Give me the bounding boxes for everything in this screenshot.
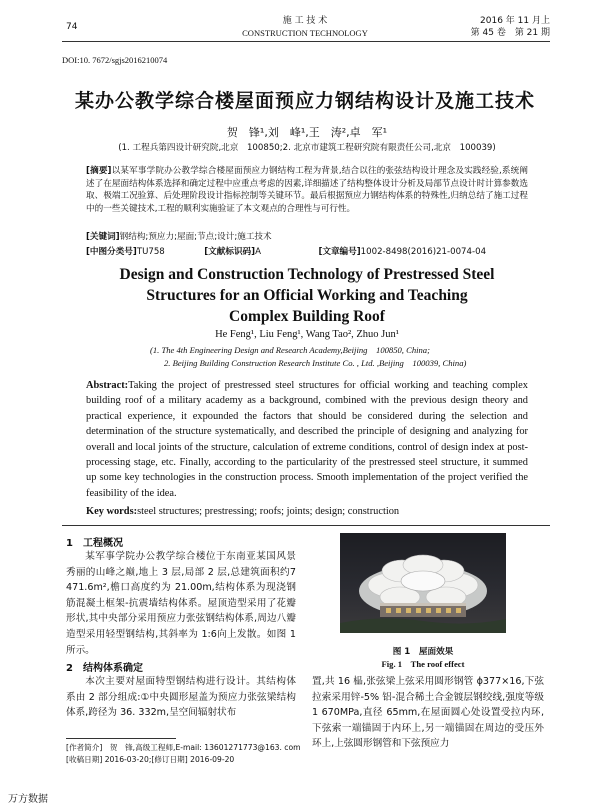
- right-column-text: 置,共 16 榀,张弦梁上弦采用圆形钢管 ϕ377×16,下弦拉索采用锌-5% 铝-混合稀土合金镀层钢绞线,强度等级1 670MPa,直径 65mm,在屋面圆心处设置受拉内环,下弦索一端锚固于内环上,另一端锚固在周边的受压外环上,上弦圆形钢管和下弦预应力: [312, 676, 544, 750]
- keywords-zh-label: [关键词]: [86, 232, 120, 242]
- abstract-zh-label: [摘要]: [86, 166, 112, 176]
- section-1-heading: 1 工程概况: [66, 538, 123, 549]
- abstract-en-text: Taking the project of prestressed steel structures for official working and teaching complex building roof of a military academy as a background, combined with the previous design theory and practical experience, it expounded the factors that should be considered during the selection and determination of the structure systematically, and described the principle of designing and analyzing for overall and local joints of the structure, calculation of extreme conditions, control of design index at post-processing stage, etc. Finally, according to the particularity of the prestressed steel structure, it summed up some key technologies in the construction process. Smooth implementation of the project verified the feasibility of the idea.: [86, 380, 528, 499]
- authors-zh: 贺 锋¹,刘 峰¹,王 涛²,卓 军¹: [226, 126, 388, 139]
- issue-volume: 第 45 卷 第 21 期: [470, 28, 550, 38]
- roof-effect-figure: [340, 533, 506, 633]
- abstract-en-label: Abstract:: [86, 380, 129, 391]
- authors-en: He Feng¹, Liu Feng¹, Wang Tao², Zhuo Jun¹: [215, 329, 399, 340]
- figure-caption-en: Fig. 1 The roof effect: [381, 659, 465, 669]
- title-en-line-3: Complex Building Roof: [229, 308, 385, 325]
- header-rule: [62, 41, 550, 42]
- keywords-en-text: steel structures; prestressing; roofs; joints; design; construction: [137, 506, 400, 517]
- affiliation-en: [150, 344, 550, 370]
- affiliation-zh: (1. 工程兵第四设计研究院,北京 100850;2. 北京市建筑工程研究院有限责任公司,北京 100039): [118, 143, 496, 153]
- clc-value: TU758: [136, 247, 165, 257]
- footnote: [66, 742, 302, 766]
- watermark: 万方数据: [8, 794, 48, 805]
- keywords-en: [86, 504, 528, 519]
- keywords-zh-text: 钢结构;预应力;屋面;节点;设计;施工技术: [119, 232, 272, 242]
- footnote-rule: [66, 738, 176, 739]
- roof-rendering-image: [340, 533, 506, 633]
- journal-name-en: CONSTRUCTION TECHNOLOGY: [242, 28, 368, 38]
- journal-name-zh: 施 工 技 术: [282, 16, 328, 26]
- affiliation-en-line-2: 2. Beijing Building Construction Research Institute Co. , Ltd. ,Beijing 100039, China): [164, 358, 467, 368]
- doi: DOI:10. 7672/sgjs2016210074: [62, 55, 168, 65]
- section-2-text: 本次主要对屋面特型钢结构进行设计。其结构体系由 2 部分组成:①中央圆形屋盖为预应力张弦梁结构体系,跨径为 36. 332m,呈空间辐射状布: [66, 676, 296, 719]
- keywords-zh: [86, 230, 528, 242]
- title-zh: 某办公教学综合楼屋面预应力钢结构设计及施工技术: [74, 90, 535, 112]
- abstract-zh: [86, 165, 528, 215]
- title-en-line-2: Structures for an Official Working and Teaching: [146, 287, 468, 304]
- doc-code-label: [文献标识码]: [204, 247, 256, 257]
- received-dates: [收稿日期] 2016-03-20;[修订日期] 2016-09-20: [66, 755, 235, 764]
- doc-code-value: A: [255, 247, 261, 257]
- title-en-line-1: Design and Construction Technology of Prestressed Steel: [119, 266, 495, 283]
- clc-label: [中图分类号]: [86, 247, 137, 257]
- figure-caption-zh: 图 1 屋面效果: [392, 647, 454, 657]
- title-en: [62, 264, 552, 327]
- abstract-rule: [62, 525, 550, 526]
- article-id-value: 1002-8498(2016)21-0074-04: [360, 247, 487, 257]
- section-2-heading: 2 结构体系确定: [66, 663, 143, 674]
- classification-line: [86, 245, 528, 257]
- abstract-zh-text: 以某军事学院办公教学综合楼屋面预应力钢结构工程为背景,结合以往的张弦结构设计理念及实践经验,系统阐述了在屋面结构体系选择和确定过程中应重点考虑的因素,详细描述了结构整体设计分析及局部节点设计时计算参数选取、极端工况验算、后处理阶段设计指标控制等关键环节。最后根据预应力钢结构体系的特殊性,归纳总结了施工过程中的一些关键技术,工程的顺利实施验证了本文观点的合理性与可行性。: [86, 166, 528, 214]
- affiliation-en-line-1: (1. The 4th Engineering Design and Research Academy,Beijing 100850, China;: [150, 345, 430, 355]
- keywords-en-label: Key words:: [86, 506, 138, 517]
- section-1-text: 某军事学院办公教学综合楼位于东南亚某国风景秀丽的山峰之巅,地上 3 层,局部 2 层,总建筑面积约7 471.6m²,檐口高度约为 21.00m,结构体系为现浇钢筋混凝土框架-抗震墙结构体系。屋顶造型采用了花瓣形状,其中央部分采用预应力张弦钢结构体系,周边八瓣造型采用轻型钢结构,其斜率为 1:6向上发散。如图 1 所示。: [66, 551, 296, 656]
- author-bio: [作者简介] 贺 锋,高级工程师,E-mail: 13601271773@163. com: [66, 743, 301, 752]
- article-id-label: [文章编号]: [318, 247, 361, 257]
- issue-date: 2016 年 11 月上: [480, 16, 550, 26]
- abstract-en: [86, 378, 528, 501]
- page-number: 74: [66, 22, 78, 32]
